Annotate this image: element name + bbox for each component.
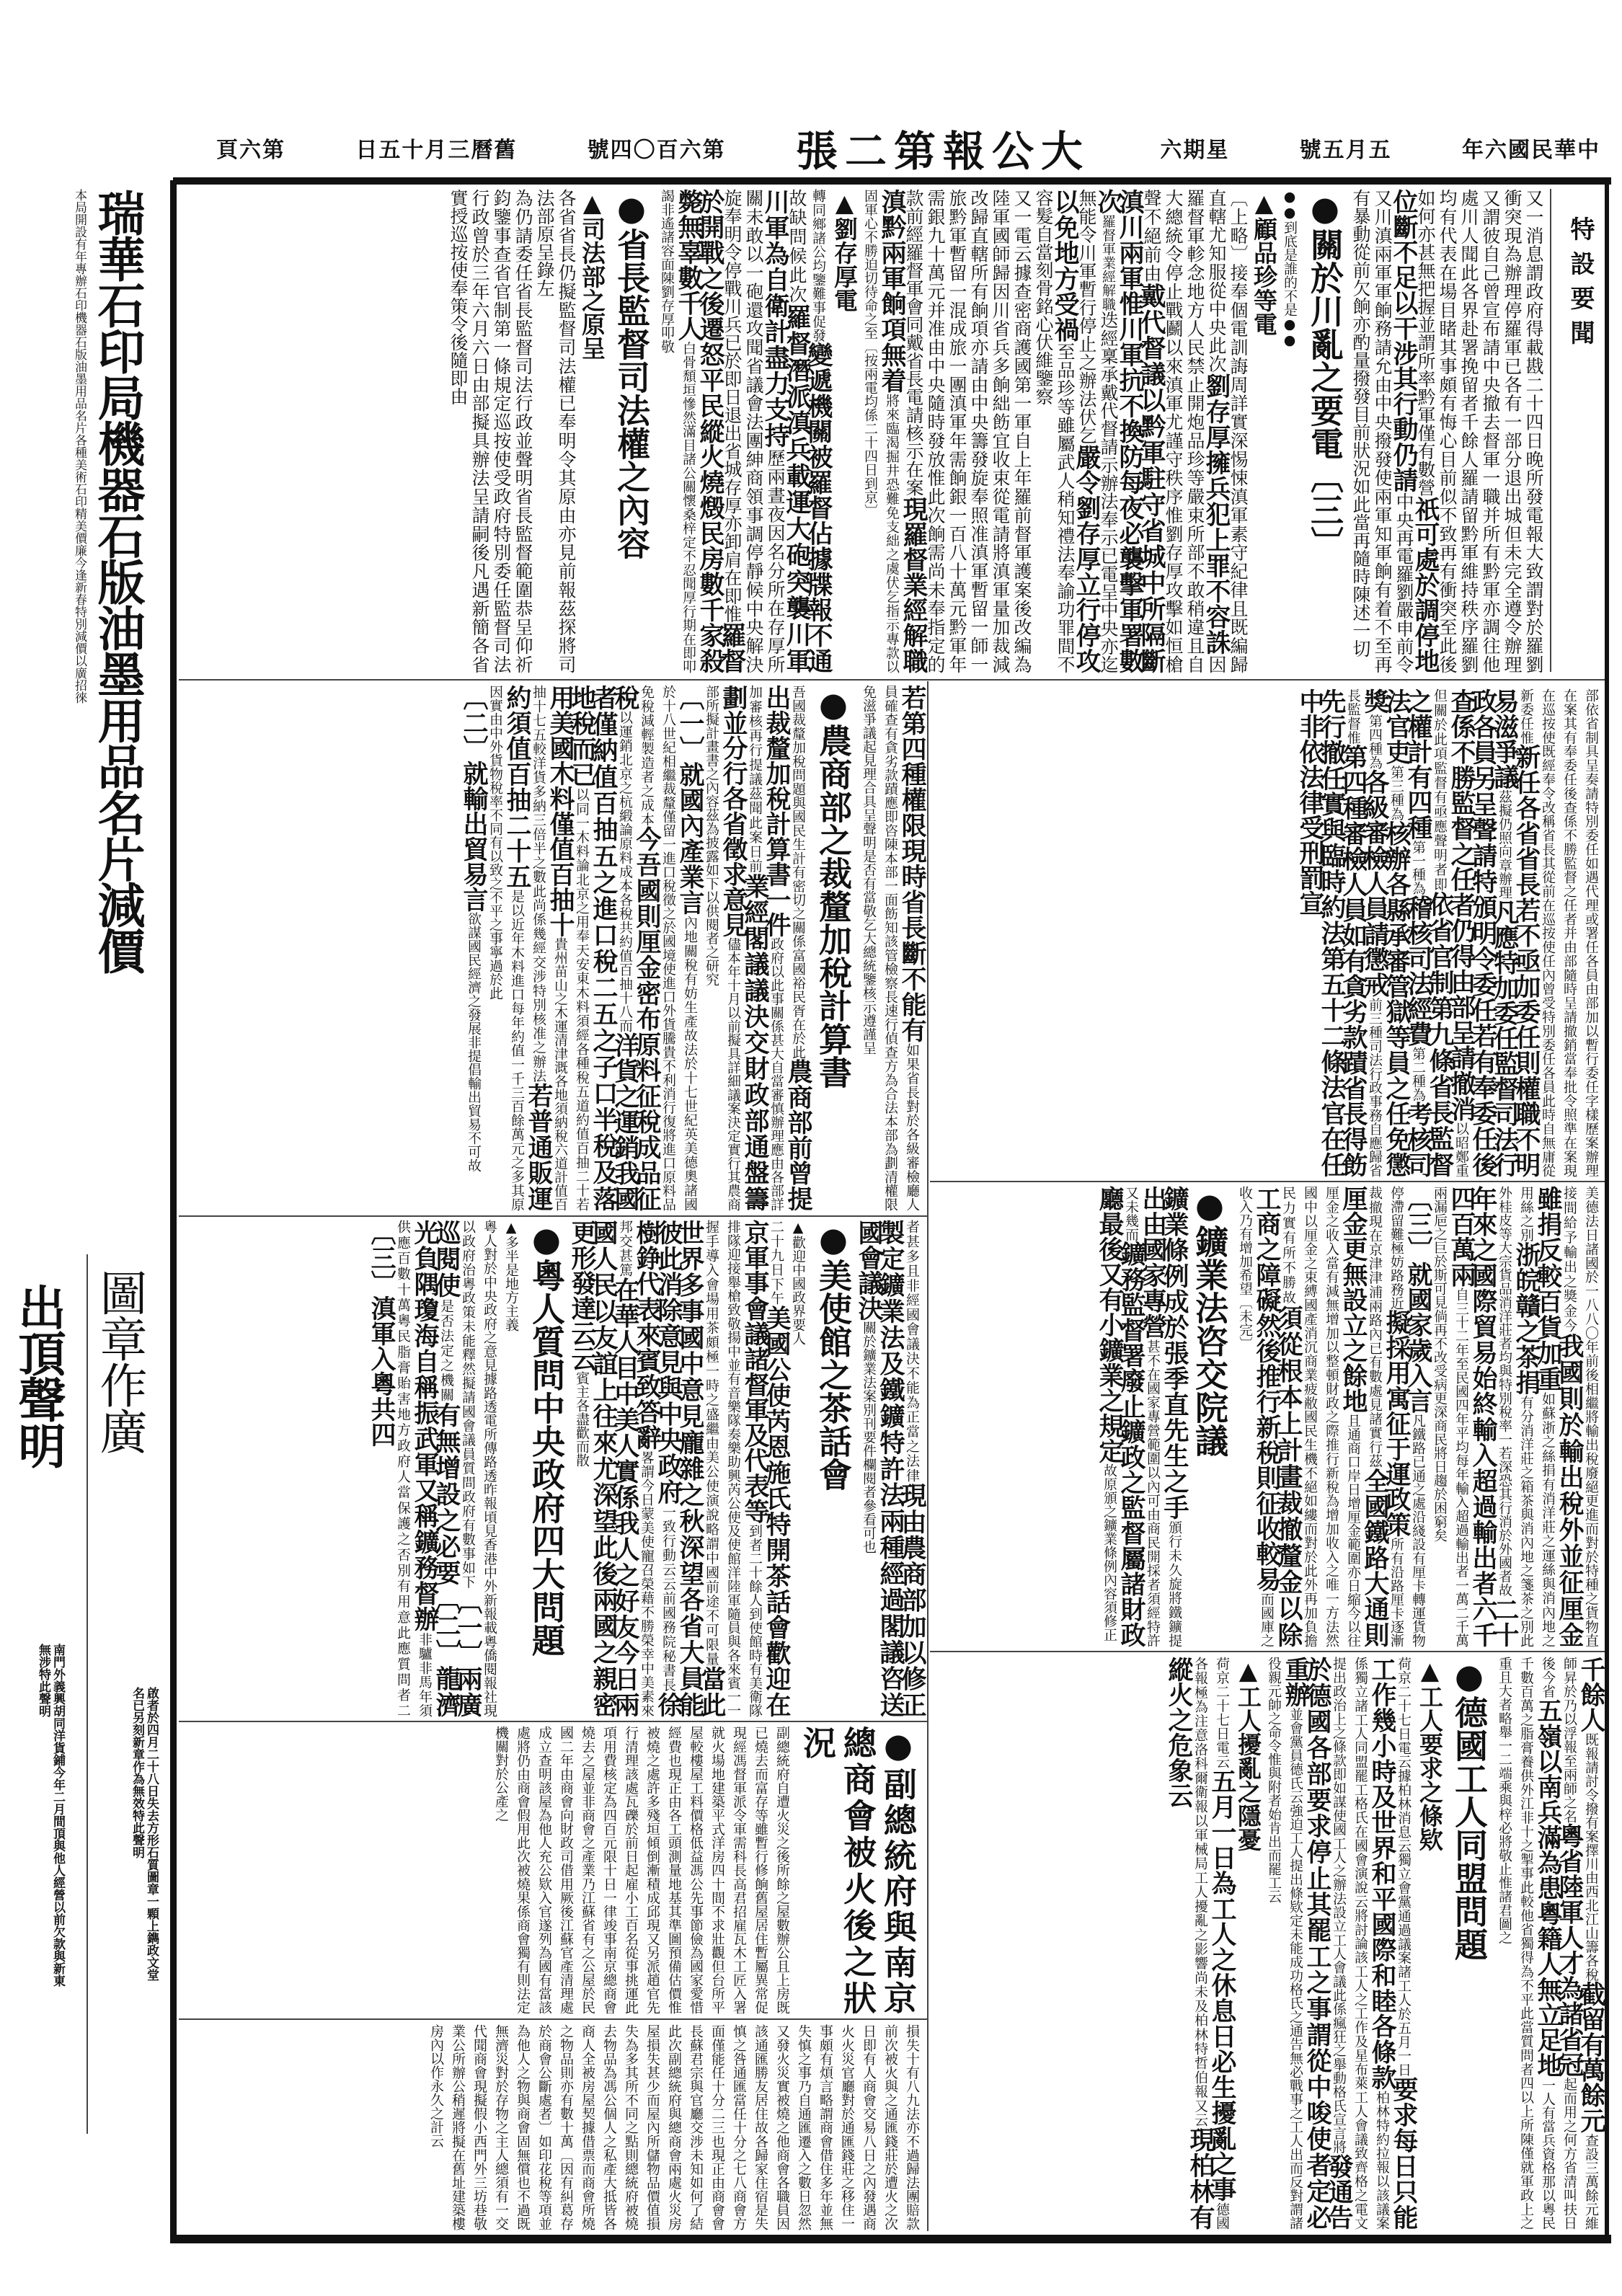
band-us-legation bbox=[182, 1220, 927, 1718]
small-text: 賓主各盡歡而散 bbox=[574, 1371, 590, 1467]
column-divider bbox=[927, 681, 929, 2231]
header-date: 五月五號 bbox=[1299, 138, 1392, 163]
small-text: 茲擬仍照向章辦理 bbox=[1497, 789, 1512, 900]
header-rule bbox=[173, 177, 1611, 185]
small-text: 畧謂今日蒙美使寵召榮藉不勝榮幸中美素來邦交甚篤 bbox=[617, 1220, 655, 1718]
emphasized-text: 祇可處於調停地位斷不足以干涉其行動仍請 bbox=[1389, 189, 1440, 674]
body-text: 又一消息謂政府得載戡二十四日晚所發電報大致謂對於羅劉衝突現為辦理停羅軍已各有一部分退出城但未完全遵令辦理又謂彼自己曾宣布請中央撤去督軍一職并所有黔軍亦調往他處川人聞此各界赴署挽留者千餘人羅請留黔軍維持秩序羅劉均有代表在場目睹其事頗有悔心目前似不致再有衝突至此後如何亦甚無把握並謂所率黔軍僅有數營 bbox=[1415, 189, 1544, 673]
body-text: 至品珍等雖屬武人稍知禮法奉諭功罪間不容髮自當刻骨銘心伏維鑒察 bbox=[1033, 189, 1076, 674]
article-paragraph bbox=[425, 2024, 923, 2230]
small-text: 第三種為 bbox=[1388, 765, 1404, 821]
emphasized-text: 鑛務監督署廢止鑛政之監督屬諸財政廳最後又有小鑛業之規定 bbox=[1095, 1186, 1146, 1648]
article-paragraph bbox=[1263, 1657, 1419, 2230]
body-text: 因羅督軍軫念地方人民禁止開炮品珍等嚴束所部不敢稍違且自大總統令停止戰鬬以來滇軍尤謹守秩序惟劉存厚攻擊如恒槍聲不絕前由 bbox=[1141, 189, 1227, 674]
label-divider bbox=[1550, 189, 1551, 672]
masthead: 大公報第二張 bbox=[795, 127, 1090, 176]
emphasized-text: 〔二〕就輸出貿易言 bbox=[459, 685, 489, 912]
emphasized-text: 美國公使芮恩施氏特開茶話會歡迎在京軍事會議諸督軍及代表等 bbox=[740, 1220, 792, 1718]
article-paragraph bbox=[1295, 688, 1602, 1178]
small-text: 起而用之何方省清叫扶日後今省 bbox=[1540, 1657, 1577, 2230]
emphasized-text: 〔三〕就國家歲入言 bbox=[1404, 1186, 1433, 1414]
article-paragraph bbox=[367, 1220, 500, 1718]
ad-seal-title: 圖章作廣 bbox=[92, 1269, 147, 1453]
emphasized-text: 有無增設之必要〔二〕龍濟光負隅瓊海自稱振武軍又稱鑛務督辦 bbox=[410, 1220, 461, 1718]
emphasized-text: 當此世界多事國中意見龐雜之秋深望各省大員能彼此消除意見與中央政府 bbox=[654, 1220, 727, 1717]
emphasized-text: 凡應特加委任監督司法行政各員另呈聲請特頒明令委任若有奉委任後查係不勝監督之任者仍得由部呈請撤消 bbox=[1447, 688, 1520, 1178]
small-text: 荷京二十七日電云據柏林消息云獨立會黨通過議案諸工人於五月一日 bbox=[1396, 1657, 1412, 2077]
emphasized-text: 核辦各縣承審管獄等員之任免懲獎 bbox=[1360, 688, 1412, 1178]
emphasized-text: 羅督潛派滇兵載運大砲突襲川軍川軍為自衛計盡力支持 bbox=[761, 189, 812, 674]
article-headline: ●鑛業法咨交院議 bbox=[1190, 1186, 1229, 1457]
band-agriculture-tax bbox=[182, 685, 927, 1212]
emphasized-text: 〔一〕就國內產業言 bbox=[675, 685, 705, 916]
article-subheadline: ▲工人要求之條欵 bbox=[1416, 1657, 1444, 1851]
article-headline: ●農商部之裁釐加稅計算書 bbox=[814, 685, 853, 1089]
article-paragraph bbox=[701, 685, 813, 1212]
section-divider bbox=[930, 1181, 1605, 1182]
article-subheadline: ▲顧品珍等電 bbox=[1250, 189, 1278, 336]
page-header bbox=[216, 123, 1600, 176]
article-paragraph bbox=[1350, 189, 1544, 673]
emphasized-text: 劉存厚擁兵犯上罪不容誅 bbox=[1202, 373, 1231, 656]
body-text: 〔上略〕接奉個電訓誨周詳實深惕悚滇軍素守紀律且既編歸直轄尤知服從中央此次 bbox=[1206, 189, 1249, 673]
article-paragraph bbox=[1234, 1186, 1433, 1648]
small-text: 以同一木料論北京之用奉天安東木料須經各種稅五道約值百抽二十若 bbox=[574, 787, 590, 1212]
band-judiciary-cont bbox=[931, 688, 1602, 1177]
emphasized-text: 鑛業條例成於張季直先生之手 bbox=[1160, 1186, 1189, 1520]
emphasized-text: 五嶺以南兵滿為患粵籍人無立足地 bbox=[1533, 1698, 1563, 2078]
small-text: 是否法定之機關 bbox=[438, 1298, 454, 1403]
emphasized-text: 須從根本上計畫裁撤釐金以除工商之障礙然後推行新稅則征收較易 bbox=[1252, 1186, 1303, 1648]
emphasized-text: 二十年來之國際貿易始終輸入超過輸出者六千四百萬兩 bbox=[1447, 1186, 1520, 1647]
emphasized-text: 業經閣議議決交財政部通盤籌劃並分行各省徵求意見 bbox=[719, 685, 770, 1212]
article-paragraph bbox=[500, 1220, 522, 1717]
emphasized-text: 今吾國則厘金密布原料征稅成品征稅 bbox=[611, 685, 662, 1211]
emphasized-text: 〔一〕兩廣巡閱使 bbox=[432, 1220, 483, 1718]
emphasized-text: 全國鐵路大通則厘金更無設立之餘地 bbox=[1339, 1186, 1390, 1648]
small-text: 第一種為 bbox=[1410, 840, 1426, 895]
article-paragraph bbox=[484, 685, 705, 1212]
small-text: 既報請討令撥有案擇川由西北江山籌各稅 bbox=[1583, 1732, 1599, 1982]
small-text: 以運銷北京之杭緞論原料成本各稅共約值百抽十八而 bbox=[617, 710, 633, 1033]
body-text: 又一電云據查密商護國第一軍自上年羅前督軍護案後改編為陸軍國師歸因川省兵多餉絀飭宜收束從電請將滇軍量加裁減改歸直轄所有餉項亦請由中央籌發旋奉照准滇軍暫留一師一旅黔軍暫留一混成旅一團滇軍年需餉銀一百八十萬元黔軍年需銀九十萬元并准由中央隨時發放惟此次餉需尚未奉指定的款前經羅督軍會同戴省長電請核示在案 bbox=[903, 189, 1032, 673]
small-text: 如果省長對於各級審檢廳人員確查有貪劣款蹟應即咨陳本部一面飭知該管檢察長速行偵查方為合法本部為劃清權限免滋爭議起見理合具呈聲明是否有當敬乞大總統鑒核示遵謹呈 bbox=[861, 685, 920, 1212]
right-border-rule bbox=[1605, 180, 1609, 2243]
emphasized-text: 出由國家專營 bbox=[1138, 1186, 1168, 1339]
bottom-rule bbox=[173, 2235, 1611, 2243]
header-issue: 第六百〇四號 bbox=[587, 138, 726, 163]
emphasized-text: 農商部前曾提出裁釐加稅計算書一件 bbox=[762, 685, 813, 1211]
article-paragraph bbox=[1164, 1657, 1237, 2230]
article-paragraph bbox=[1494, 1657, 1606, 2230]
article-paragraph bbox=[1032, 189, 1249, 673]
header-date-year: 中華民國六年 bbox=[1461, 138, 1600, 163]
emphasized-text: 我國則於輸出稅外並征厘金雖捐反較百貨加重 bbox=[1533, 1186, 1585, 1648]
band-tax-mining bbox=[931, 1186, 1602, 1647]
small-text: 政府以此事關係甚大自當審慎辦理應由各部詳加審核再行提議茲聞此案日前 bbox=[747, 685, 784, 1211]
header-weekday: 星期六 bbox=[1160, 138, 1230, 163]
small-text: 轉同鄉諸公均鑒難事促發 bbox=[810, 189, 826, 342]
small-text: 故原頒之鑛業條例內容須修正 bbox=[1102, 1463, 1117, 1641]
small-text: 粵人對於中央政府之意見據路透電所傳路透昨報頃見香港中外新報載粵僑閱報社現以政府治粵政策未能釋然擬請國會議員質問政府有數事如下 bbox=[460, 1220, 497, 1717]
small-text: 查設三萬餘元維師昇於乃以浮報至兩師之名 bbox=[1561, 1657, 1599, 2230]
small-text: 柏林特約拉報以該議案係獨立諸工人同盟罷工格氏在國會演說云將討論該工人之工作及星布萊工人會議致齊格之電文提出政治上之條款即如謀使國工人之辦法設立工人會議此係瘋狂之舉動格氏宣言將 bbox=[1331, 1657, 1390, 2230]
article-headline: ●關於川亂之要電〔三〕 bbox=[1306, 189, 1344, 559]
emphasized-text: 戴代督議以黔軍駐守省城中所隔斷滇川兩軍惟川軍抗不換防每夜必襲擊軍署數次 bbox=[1094, 189, 1166, 674]
header-page-number: 第六頁 bbox=[216, 138, 285, 163]
emphasized-text: 若第四種權限現時省長斷不能有 bbox=[898, 685, 927, 1043]
small-text: 欲謀國民經濟之發展非提倡輸出貿易不可故 bbox=[466, 912, 482, 1172]
small-text: 一人有當兵資格那以粵民千數百萬之脂膏養供外江非十之掣事此較他省獨得為不平此當質問者四以上所陳僅就軍政上之重且大者略舉一二端乘與梓必將敬止惟諸君圖之 bbox=[1497, 1657, 1556, 2230]
small-text: 第四種為 bbox=[1367, 714, 1383, 769]
article-headline: ●美使館之茶話會 bbox=[814, 1220, 853, 1491]
small-text: 是以近年木料進口每年約值一千三百餘萬元之多其原因實由中外貨物稅率不同有以致之不平之事寧過於此 bbox=[487, 685, 525, 1212]
ad-litho-title: 瑞華石印局機器石版油墨用品名片減價 bbox=[89, 189, 146, 973]
emphasized-text: 現柏林有縱火之危象云 bbox=[1164, 1657, 1215, 2230]
section-divider bbox=[179, 2018, 927, 2020]
emphasized-text: 若普通販運約須值百抽二十五 bbox=[502, 685, 554, 1211]
small-text: 且通商口岸日增厘金範圍亦日縮今以往厘金之收入當有減無增加以整頓財政之際推行新稅為增加收入之唯一方法然國中以厘金之束縛國產消沉商業疲敝國民生機不絕如縷而對於此外再加負擔民力實有所不勝故 bbox=[1280, 1186, 1361, 1648]
small-text: 德國各報極為注意洛科爾衛報以軍械局工人擾亂之影響尚未及柏林特哲伯報又云 bbox=[1192, 1657, 1230, 2230]
article-subheadline: ▲劉存厚電 bbox=[830, 189, 859, 312]
small-text: 所有沿路厘卡逐漸裁撤現在京津津浦兩路內已有數處見諸實行茲 bbox=[1367, 1186, 1404, 1648]
emphasized-text: 第四種審檢人員如有貪劣款蹟省長得飭先行撤任實與臨時約法第五十二條法官在任中非依法律受刑罰宣 bbox=[1295, 688, 1368, 1178]
article-headline: ●省長監督司法權之內容 bbox=[612, 189, 651, 559]
small-text: 第二種為 bbox=[1410, 1046, 1426, 1102]
emphasized-text: 考核司法官吏 bbox=[1382, 688, 1433, 1178]
small-text: 貴州苗山之木運清津溉各地須納稅六道計值百抽十七五較洋貨多納三倍半之數此尚係幾經交涉特別核准之辦法 bbox=[531, 685, 568, 1211]
emphasized-text: 各級審檢人員請懲戒 bbox=[1360, 768, 1390, 998]
emphasized-text: 依省官制第九條省長監督之權計有四種 bbox=[1404, 688, 1455, 1177]
small-text: 自三十二年至民國四年平均每年輸入超過輸出者一萬二千萬兩漏巵之巨於斯可見倘再不改受病更深商民將日趨於困窮矣 bbox=[1432, 1186, 1469, 1648]
small-text: 頒行未久旋將鐵鑛提 bbox=[1166, 1520, 1182, 1648]
band-fire-report-cont bbox=[182, 2024, 923, 2230]
emphasized-text: 千餘人 bbox=[1577, 1657, 1606, 1733]
small-text: 儘本年十月以前擬具詳細議案決定實行其農商部所擬計畫書之內容茲為披露如下以供閱者之研究 bbox=[704, 685, 741, 1211]
body-text: 迭經稟承戴代督請示辦法奉示已電呈中央亦迄無能令川軍暫行停止之辦法伏乞 bbox=[1076, 189, 1119, 674]
body-text: 各省省長仍擬監督司法權已奉明令其原由亦見前報茲探將司法部原呈錄左 bbox=[534, 189, 577, 673]
small-text: 副總統府自遭火災之後所餘之屋數辦公且上房既已燒去而富存等雖暫行修餉舊屋居住暫屬異常促現經馮督軍派令軍需科長高君招雇瓦木工匠入署就火場地建築平式洋房四十間不求壯觀但台所平屋較樓屋工料價格低益馮公先事節儉為國家愛惜經費也現正由各工頭測量地基其準圖預備估價惟被燒之處許多殘垣傾倒漸積成邱現又另派趙官先行清理該處瓦礫於前日起雇小工百名從事挑運此項用費核定為四百元限十日一律竣事南京總商會燒去之屋並非商會之產業乃江蘇省有之公屋於民國二年由商會向財政司借用厥後江蘇官產清理處成立查明該屋為他人充公欵入官遂列為國有當該處將仍由商會假用此次被燒果係商會獨有則法定機關對於公產之 bbox=[493, 1726, 790, 2014]
emphasized-text: 在華人目中美人實係我人之好友今日兩國人民以友誼上往來尤深望此後兩國之親密更形發達云云 bbox=[567, 1220, 640, 1718]
ad-seal-text: 啟者於四月二十八日失去方形石質圖章一顆上鐫政文堂名已另刻新章作為無效特此聲明 bbox=[130, 1687, 159, 1981]
ad-notice-title: 出頂聲明 bbox=[10, 1283, 66, 1468]
article-subheadline: ▲工人擾亂之隱憂 bbox=[1234, 1657, 1262, 1851]
small-text: 凡鐵路已通之處沿綫設有厘卡轉運貨物停滯留難極妨路務近 bbox=[1388, 1186, 1426, 1648]
body-text: 歷兩晝夜因名分所在存厚所關未敢以一砲還攻聞省議會法團紳商領事調停靜候中央解決旋奉明令停戰川兵已於即日退出省城存厚亦卸肩在即惟 bbox=[722, 189, 786, 674]
small-text: 將來臨渴掘井恐難免支絀之虞伏乞指示專款以固軍心不勝迫切待命之至〔按兩電均係二十四日到京〕 bbox=[862, 189, 900, 674]
article-subheadline: ▲司法部之原呈 bbox=[578, 189, 606, 360]
emphasized-text: 粵省陸軍人才為諸省冠 bbox=[1555, 1823, 1585, 2078]
small-text: 荷京二十七日電云 bbox=[1214, 1657, 1230, 1769]
small-text: 羅督軍業經解職 bbox=[1100, 214, 1116, 311]
ad-notice-text: 南門外義興胡同洋貨鋪今年二月間頂與他人經營以前欠款與新東無涉特此聲明 bbox=[36, 1644, 65, 1987]
small-text: 並會黨員德氏云強迫工人提出條欵定未能成功格氏之通告無必戰事之工人出而反對謂諸役親元帥之命令惟與附者始肯出而罷工云 bbox=[1266, 1657, 1303, 2230]
article-paragraph bbox=[490, 1726, 793, 2014]
emphasized-text: 要求每日只能工作幾小時及世界和平國際和睦各條款 bbox=[1368, 1657, 1419, 2230]
emphasized-text: 〔三〕滇軍入粵共四 bbox=[367, 1220, 396, 1447]
ad-divider bbox=[87, 1254, 88, 2134]
left-border-rule bbox=[170, 180, 177, 2243]
article-headline: ●德國工人同盟問題 bbox=[1450, 1657, 1489, 1961]
ad-litho-text: 本局開設有年專辦石印機器石版油墨用品名片各種美術石印精美價廉今逢新春特別減價以廣招徠 bbox=[72, 189, 87, 704]
small-text: 一致行動云云前國務院秘書長 bbox=[660, 1504, 676, 1693]
article-paragraph bbox=[656, 189, 833, 674]
article-paragraph bbox=[533, 189, 577, 673]
small-text: 損失十有八九法亦不過歸法團賠款前次被火與之通匯錢莊於遭火之次日即有人商會交易八日之內發遇商火火災官廳對於通匯錢莊之移住一事頗有煩言略謂商會借住多年並無失慎之事乃自通匯遷入之數日忽然又發火災實被燒之他商會各職員因該通匯勝友居住故各歸家住宿是失慎之咎通匯當任十分之七八商會方面僅能任十分二三也現正由商會會長蘇君宗與官廳交涉未知如何了結此次副總統府與總商會兩處火災房屋損失甚少而屋內所儲物品價值損失為多其所不同之點則總統府被燒去物品為馮公個人之私產大抵皆各商人全被房屋契據借票而商會所燒之物品則亦有數十萬〔因有糾葛存於商會公斷處者〕如印花稅等項並為他人之物與商會固無償也不過既無濟災對於存物之主人總須有一交代聞商會現擬假小西門外三坊巷敬業公所辦公稍遲將擬在舊址建築樓房內以作永久之計云 bbox=[428, 2024, 920, 2230]
emphasized-text: 現羅督業經解職滇黔兩軍餉項無着 bbox=[877, 189, 929, 674]
header-lunar-date: 舊曆三月十五日 bbox=[355, 138, 518, 163]
body-text: 為仍請委任省長監督司法行政並聲明省長監督範圍恭呈仰祈鈞鑒事查省官制第一條規定巡按使受政府特別委任監督司法行政曾於三年六月六日由部擬具辦法呈請嗣後凡遇新簡各省實授巡按使奉策令後隨即由 bbox=[448, 189, 533, 673]
small-text: 甚不在國家專營範圍以內可由商民開採者須經特許又未幾而 bbox=[1123, 1186, 1161, 1648]
emphasized-text: 用美國木料僅值百抽十 bbox=[546, 685, 575, 937]
small-text: 有分消洋莊之箱茶與消內地之箋茶之別此外桂皮等大宗貨品消洋莊者均與特別稅率一若深恐其行消於外國者故 bbox=[1497, 1186, 1534, 1648]
band-german-workers bbox=[937, 1657, 1606, 2230]
article-headline: ●粵人質問中央政府四大問題 bbox=[527, 1220, 566, 1657]
small-text: 關於鑛業法案別刊要件欄閱者參看可也 bbox=[861, 1321, 877, 1553]
article-paragraph bbox=[859, 189, 1032, 673]
article-paragraph bbox=[567, 1220, 792, 1718]
emphasized-text: 擬採用寓征于運政策 bbox=[1382, 1309, 1412, 1538]
emphasized-text: 羅督於開戰之後遷怒平民縱火燒燬民房數千家殺斃無辜數千人 bbox=[674, 189, 747, 674]
article-paragraph bbox=[1279, 189, 1300, 673]
small-text: 二十九日下午 bbox=[768, 1220, 784, 1306]
small-text: ▲歡迎中國政界要人 bbox=[790, 1220, 806, 1345]
emphasized-text: 新任各省省長若不亟加委任則權職不明易滋爭議 bbox=[1490, 688, 1541, 1178]
small-text: ▲多半是地方主義 bbox=[503, 1220, 519, 1331]
small-text: ●●到底是誰的不是●● bbox=[1282, 189, 1298, 348]
body-text: 中央再電羅劉嚴申前令又川滇兩軍軍餉務請允由中央撥發使兩軍知軍餉有着不至再有暴動從前欠餉亦酌量撥發目前狀況如此當再隨時陳述一切 bbox=[1350, 189, 1414, 674]
section-divider bbox=[179, 1721, 927, 1722]
emphasized-text: 五月一日為工人之休息日必生擾亂之事 bbox=[1207, 1768, 1237, 2202]
article-paragraph bbox=[459, 685, 489, 1211]
small-text: 部依省制具呈奏請特別委任如遇代理或署任各員由部加以暫行委任字樣歷案辦理在案其有奉委任後查係不勝監督之任者并由部隨時呈請撤銷當奉批令照準在案現在巡按使既經奉令改稱省長其從前在巡按使任內曾受特別委任各員此時自無庸從新委任惟 bbox=[1518, 688, 1599, 1177]
emphasized-text: 浙皖贛之茶捐 bbox=[1512, 1241, 1541, 1396]
emphasized-text: 洋貨之運銷我國者僅納值百抽五之進口稅二五之子口半稅及落地稅而已 bbox=[567, 685, 640, 1212]
small-text: 者甚多且非經國會議決不能為正當之法律 bbox=[904, 1220, 920, 1483]
article-headline: ●副總統府與南京總商會被火後之狀況 bbox=[798, 1726, 918, 2014]
small-text: 如蘇浙之絲捐有消洋莊之運絲與消內地之用絲之別 bbox=[1518, 1186, 1556, 1648]
small-text: 而國庫之收入乃有增加希望〔未完〕 bbox=[1237, 1186, 1275, 1648]
emphasized-text: 稽核司法經費 bbox=[1404, 895, 1433, 1047]
small-text: 內地關稅有妨生產故法於十七世紀英美德奧諸國於十八世紀相繼裁釐僅留一進口稅徵之於國境使進口外貨騰貴不利消行復將進口原料品免稅減輕製造者之成本 bbox=[639, 685, 698, 1212]
section-divider bbox=[179, 1215, 927, 1217]
body-text: 故缺問候此次 bbox=[786, 189, 807, 305]
small-text: 以昭鄭重但關於此項監督有亟應聲明者即 bbox=[1432, 688, 1469, 1178]
emphasized-text: 徐樹錚代表來賓致答辭 bbox=[632, 1220, 683, 1718]
small-text: 白骨頹垣慘然滿目諸公關懷桑梓定不忍聞厚行期在即叩謁非遙諸容面陳劉存厚叩敬 bbox=[659, 189, 696, 674]
small-text: 非驢非馬年須供應百數十萬粵民脂膏貽害地方政府人當保護之否別有用意此應質問者二 bbox=[395, 1220, 433, 1718]
emphasized-text: 發通告於德國各部要求停止其罷工之事謂從中唆使者定必重辦 bbox=[1281, 1657, 1354, 2230]
emphasized-text: 現由農商部加以修正製定鑛業法及鐵鑛特許法兩種經過閣議咨送國會議決 bbox=[854, 1220, 927, 1718]
small-text: 前三種司法行政事務自應歸省長監督惟 bbox=[1345, 688, 1383, 1178]
emphasized-text: 變遞機關被羅督佔據牒報不通 bbox=[804, 342, 833, 674]
section-divider bbox=[179, 679, 1605, 681]
article-paragraph bbox=[1429, 1186, 1602, 1647]
section-label: 特設要聞 bbox=[1566, 216, 1595, 355]
small-text: 吾國裁釐加稅問題與國民生計有密切之關係富國裕民胥在於此 bbox=[790, 685, 806, 1059]
emphasized-text: 嚴令劉存厚立行停攻以免地方受禍 bbox=[1050, 189, 1102, 674]
band-fire-report bbox=[182, 1726, 923, 2014]
emphasized-text: 截留有萬餘元 bbox=[1577, 1981, 1606, 2134]
article-paragraph bbox=[447, 189, 533, 673]
small-text: 到者二十餘人到使館時有美衛隊排隊迎接舉槍致敬揚中並有音樂隊奏樂助興芮公使及使館洋陸軍隨員與各來賓一一握手導入會場用茶頗極一時之盛繼由美公使演說略謂中國前途不可限量 bbox=[704, 1220, 763, 1718]
article-paragraph bbox=[858, 685, 927, 1212]
article-paragraph bbox=[854, 1220, 927, 1718]
small-text: 美德法日諸國於一八八〇年前後相繼將輸出稅廢絕更進而對於特種之貨物直接間給予輸出之獎金今 bbox=[1561, 1186, 1599, 1647]
band-top bbox=[182, 189, 1544, 673]
article-paragraph bbox=[1095, 1186, 1189, 1648]
section-divider bbox=[930, 1651, 1605, 1652]
